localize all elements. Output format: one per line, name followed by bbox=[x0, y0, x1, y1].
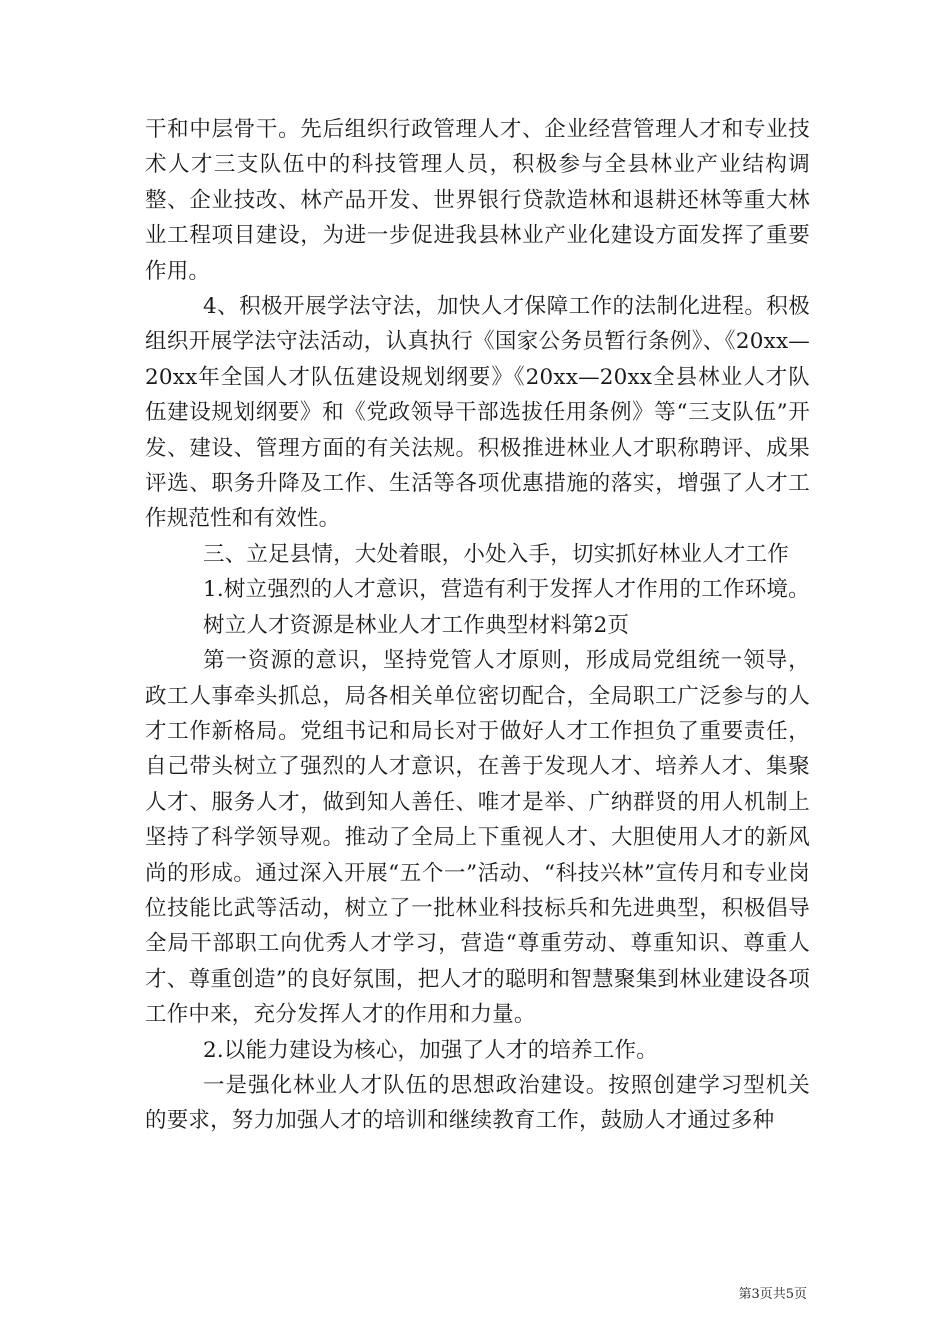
paragraph-8: 一是强化林业人才队伍的思想政治建设。按照创建学习型机关的要求，努力加强人才的培训和继续教育工作，鼓励人才通过多种 bbox=[145, 1072, 810, 1134]
document-body bbox=[145, 112, 810, 1139]
page-number-footer: 第3页共5页 bbox=[738, 1287, 807, 1302]
paragraph-1: 干和中层骨干。先后组织行政管理人才、企业经营管理人才和专业技术人才三支队伍中的科技管理人员，积极参与全县林业产业结构调整、企业技改、林产品开发、世界银行贷款造林和退耕还林等重大林业工程项目建设，为进一步促进我县林业产业化建设方面发挥了重要作用。 bbox=[145, 117, 810, 284]
section-heading-3: 三、立足县情，大处着眼，小处入手，切实抓好林业人才工作 bbox=[203, 541, 789, 567]
paragraph-6: 第一资源的意识，坚持党管人才原则，形成局党组统一领导，政工人事牵头抓总，局各相关单位密切配合，全局职工广泛参与的人才工作新格局。党组书记和局长对于做好人才工作担负了重要责任，自己带头树立了强烈的人才意识，在善于发现人才、培养人才、集聚人才、服务人才，做到知人善任、唯才是举、广纳群贤的用人机制上坚持了科学领导观。推动了全局上下重视人才、大胆使用人才的新风尚的形成。通过深入开展“五个一”活动、“科技兴林”宣传月和专业岗位技能比武等活动，树立了一批林业科技标兵和先进典型，积极倡导全局干部职工向优秀人才学习，营造“尊重劳动、尊重知识、尊重人才、尊重创造”的良好氛围，把人才的聪明和智慧聚集到林业建设各项工作中来，充分发挥人才的作用和力量。 bbox=[145, 648, 810, 1028]
paragraph-2: 4、积极开展学法守法，加快人才保障工作的法制化进程。积极组织开展学法守法活动，认真执行《国家公务员暂行条例》、《20xx—20xx年全国人才队伍建设规划纲要》《20xx—20xx全县林业人才队伍建设规划纲要》和《党政领导干部选拔任用条例》等“三支队伍”开发、建设、管理方面的有关法规。积极推进林业人才职称聘评、成果评选、职务升降及工作、生活等各项优惠措施的落实，增强了人才工作规范性和有效性。 bbox=[145, 294, 810, 532]
paragraph-page-marker: 树立人才资源是林业人才工作典型材料第2页 bbox=[203, 612, 630, 638]
subheading-3-1: 1.树立强烈的人才意识，营造有利于发挥人才作用的工作环境。 bbox=[203, 577, 810, 603]
subheading-3-2: 2.以能力建设为核心，加强了人才的培养工作。 bbox=[203, 1037, 658, 1063]
